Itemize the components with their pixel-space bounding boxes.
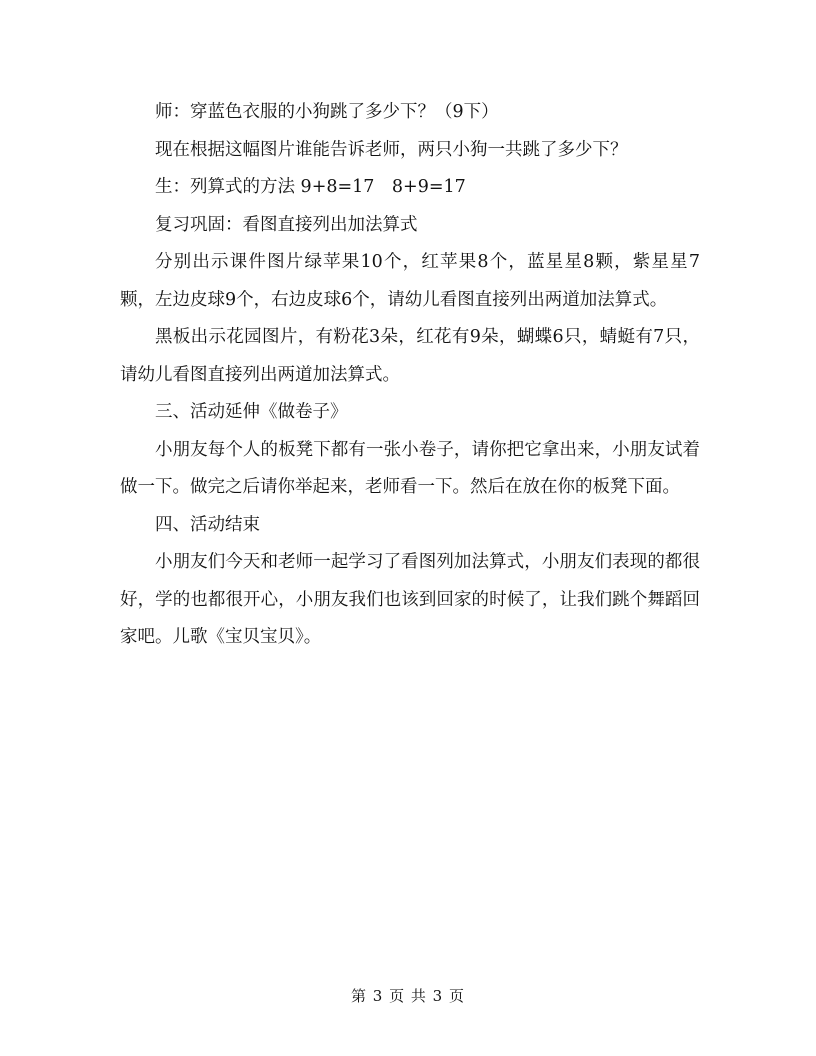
paragraph-review-heading: 复习巩固：看图直接列出加法算式: [155, 214, 418, 235]
section-heading-conclusion: 四、活动结束: [155, 514, 260, 535]
paragraph-total-question: 现在根据这幅图片谁能告诉老师，两只小狗一共跳了多少下？: [155, 139, 628, 160]
paragraph-worksheet: 小朋友每个人的板凳下都有一张小卷子，请你把它拿出来，小朋友试着做一下。做完之后请你举起来，老师看一下。然后在放在你的板凳下面。: [120, 439, 700, 497]
paragraph-student-equation: 生：列算式的方法 9+8=17 8+9=17: [155, 177, 466, 197]
paragraph-conclusion: 小朋友们今天和老师一起学习了看图列加法算式，小朋友们表现的都很好，学的也都很开心，小朋友我们也该到回家的时候了，让我们跳个舞蹈回家吧。儿歌《宝贝宝贝》。: [120, 552, 700, 647]
page-footer: 第 3 页 共 3 页: [351, 987, 465, 1005]
paragraph-teacher-question: 师：穿蓝色衣服的小狗跳了多少下？（9下）: [155, 102, 499, 122]
section-heading-extension: 三、活动延伸《做卷子》: [155, 402, 348, 422]
paragraph-courseware-images: 分别出示课件图片绿苹果10个，红苹果8个，蓝星星8颗，紫星星7颗，左边皮球9个，右边皮球6个，请幼儿看图直接列出两道加法算式。: [120, 252, 700, 310]
document-body: [120, 94, 700, 657]
paragraph-garden-image: 黑板出示花园图片，有粉花3朵，红花有9朵，蝴蝶6只，蜻蜓有7只，请幼儿看图直接列出两道加法算式。: [120, 327, 700, 385]
